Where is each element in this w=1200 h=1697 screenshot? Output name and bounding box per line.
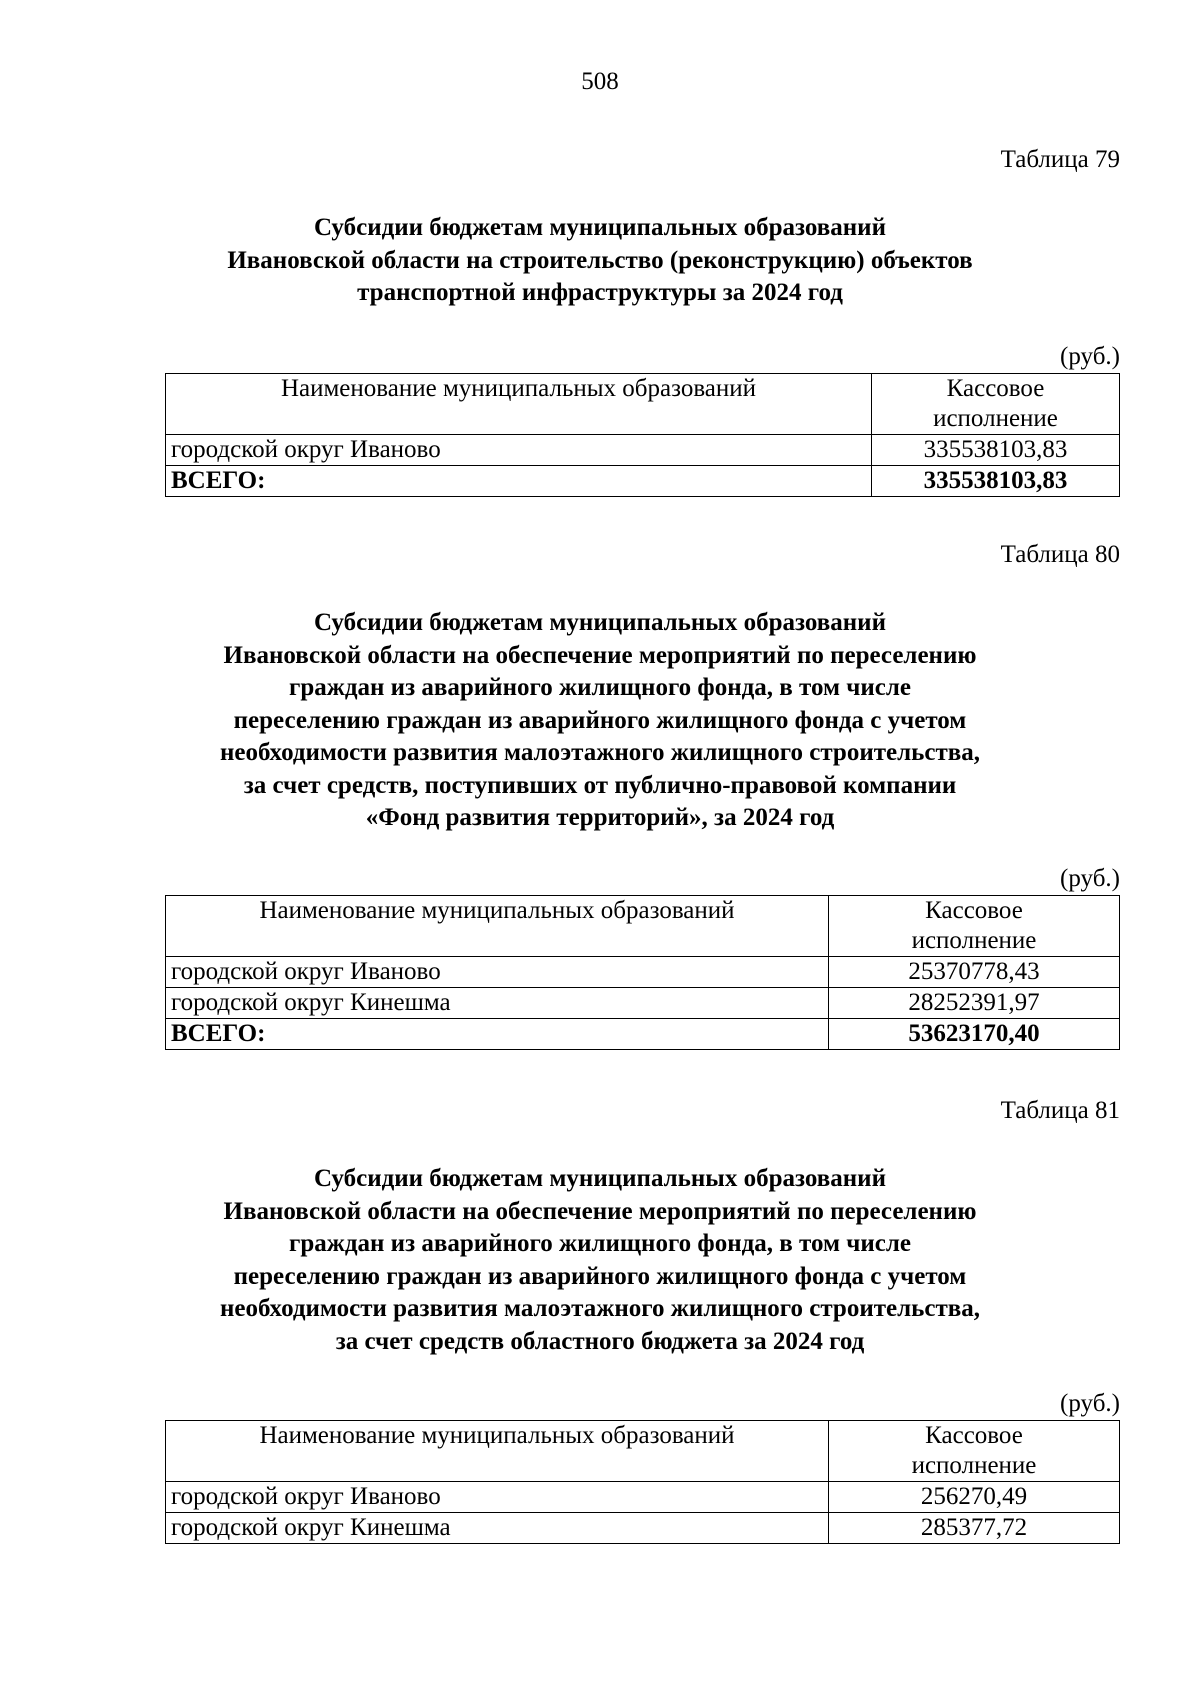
title-line: Ивановской области на строительство (реконструкцию) объектов xyxy=(227,246,973,274)
table-title xyxy=(150,607,1050,835)
title-line: граждан из аварийного жилищного фонда, в том числе xyxy=(288,1230,911,1257)
unit-label: (руб.) xyxy=(1060,343,1120,370)
row-name: городской округ Кинешма xyxy=(166,1513,829,1544)
header-line: Кассовое xyxy=(946,375,1045,402)
table-title xyxy=(150,1163,1050,1358)
row-name: городской округ Иваново xyxy=(166,435,872,466)
header-line: исполнение xyxy=(911,927,1037,954)
data-table xyxy=(165,1420,1120,1544)
unit-label: (руб.) xyxy=(1060,1390,1120,1417)
table-row xyxy=(166,988,1120,1019)
total-row xyxy=(166,466,1120,497)
title-line: транспортной инфраструктуры за 2024 год xyxy=(357,279,843,306)
header-line: исполнение xyxy=(911,1452,1037,1479)
column-header-value xyxy=(829,1421,1120,1482)
total-row xyxy=(166,1019,1120,1050)
table-row xyxy=(166,1513,1120,1544)
row-value: 256270,49 xyxy=(829,1482,1120,1513)
table-header-row xyxy=(166,896,1120,957)
title-line: «Фонд развития территорий», за 2024 год xyxy=(365,804,835,831)
table-label: Таблица 81 xyxy=(1000,1097,1120,1124)
row-value: 25370778,43 xyxy=(829,957,1120,988)
total-label: ВСЕГО: xyxy=(166,466,872,497)
title-line: Субсидии бюджетам муниципальных образований xyxy=(314,1165,886,1192)
title-line: граждан из аварийного жилищного фонда, в том числе xyxy=(288,674,911,701)
row-value: 28252391,97 xyxy=(829,988,1120,1019)
column-header-name: Наименование муниципальных образований xyxy=(166,1421,829,1482)
title-line: Субсидии бюджетам муниципальных образований xyxy=(314,214,886,241)
column-header-name: Наименование муниципальных образований xyxy=(166,374,872,435)
column-header-value xyxy=(829,896,1120,957)
table-label: Таблица 79 xyxy=(1000,146,1120,173)
table-row xyxy=(166,435,1120,466)
table-header-row xyxy=(166,1421,1120,1482)
total-label: ВСЕГО: xyxy=(166,1019,829,1050)
table-label: Таблица 80 xyxy=(1000,541,1120,568)
table-row xyxy=(166,957,1120,988)
header-line: Кассовое xyxy=(925,897,1023,924)
row-value: 335538103,83 xyxy=(872,435,1120,466)
row-name: городской округ Иваново xyxy=(166,1482,829,1513)
table-row xyxy=(166,1482,1120,1513)
title-line: Субсидии бюджетам муниципальных образований xyxy=(314,609,886,636)
column-header-value xyxy=(872,374,1120,435)
title-line: за счет средств областного бюджета за 2024 год xyxy=(335,1327,865,1355)
title-line: Ивановской области на обеспечение мероприятий по переселению xyxy=(223,641,977,669)
table-title xyxy=(150,212,1050,310)
title-line: необходимости развития малоэтажного жилищного строительства, xyxy=(220,739,980,766)
header-line: Кассовое xyxy=(925,1422,1023,1449)
title-line: необходимости развития малоэтажного жилищного строительства, xyxy=(220,1295,980,1322)
title-line: переселению граждан из аварийного жилищного фонда с учетом xyxy=(233,1262,967,1290)
header-line: исполнение xyxy=(933,405,1058,432)
row-name: городской округ Иваново xyxy=(166,957,829,988)
title-line: Ивановской области на обеспечение мероприятий по переселению xyxy=(223,1197,977,1225)
total-value: 53623170,40 xyxy=(829,1019,1120,1050)
table-header-row xyxy=(166,374,1120,435)
title-line: за счет средств, поступивших от публично-правовой компании xyxy=(243,771,957,799)
column-header-name: Наименование муниципальных образований xyxy=(166,896,829,957)
data-table xyxy=(165,373,1120,497)
row-value: 285377,72 xyxy=(829,1513,1120,1544)
total-value: 335538103,83 xyxy=(872,466,1120,497)
page-number: 508 xyxy=(581,68,619,95)
row-name: городской округ Кинешма xyxy=(166,988,829,1019)
title-line: переселению граждан из аварийного жилищного фонда с учетом xyxy=(233,706,967,734)
data-table xyxy=(165,895,1120,1050)
unit-label: (руб.) xyxy=(1060,865,1120,892)
